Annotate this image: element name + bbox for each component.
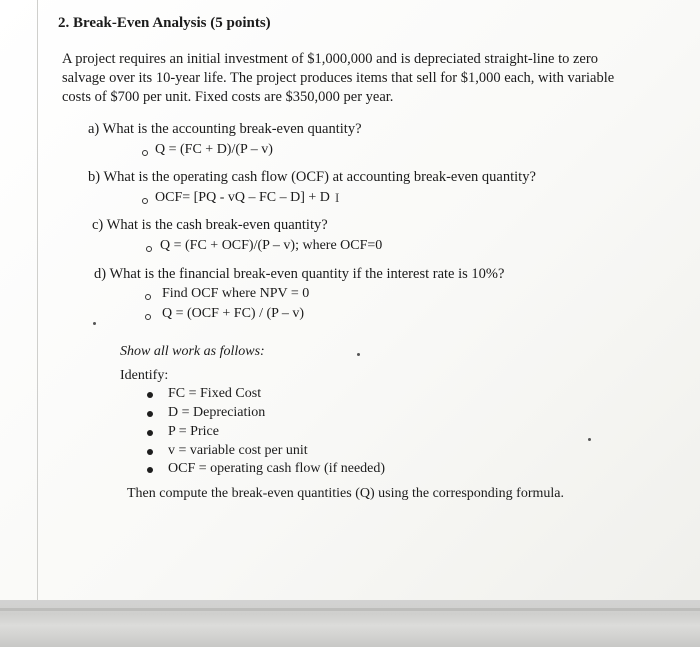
formula-b: OCF= [PQ - vQ – FC – D] + D <box>155 190 330 205</box>
identify-item: v = variable cost per unit <box>168 443 308 458</box>
show-work-label: Show all work as follows: <box>120 344 265 359</box>
hollow-bullet-icon <box>142 198 148 204</box>
identify-label: Identify: <box>120 368 169 383</box>
hollow-bullet-icon <box>142 150 148 156</box>
solid-bullet-icon <box>147 411 153 417</box>
question-d: d) What is the financial break-even quantity if the interest rate is 10%? <box>94 266 505 282</box>
intro-line: A project requires an initial investment of $1,000,000 and is depreciated straight-line to zero <box>62 51 598 67</box>
formula-d-1: Find OCF where NPV = 0 <box>162 286 310 301</box>
identify-item: OCF = operating cash flow (if needed) <box>168 461 386 476</box>
speck-mark <box>93 322 96 325</box>
question-a: a) What is the accounting break-even quantity? <box>88 121 362 137</box>
question-c: c) What is the cash break-even quantity? <box>92 217 328 233</box>
solid-bullet-icon <box>147 467 153 473</box>
formula-c: Q = (FC + OCF)/(P – v); where OCF=0 <box>160 238 383 253</box>
formula-d-2: Q = (OCF + FC) / (P – v) <box>162 306 305 321</box>
problem-intro <box>62 50 614 107</box>
solid-bullet-icon <box>147 430 153 436</box>
page-border-line <box>37 0 38 600</box>
intro-line: salvage over its 10-year life. The project produces items that sell for $1,000 each, with variable <box>62 70 615 86</box>
closing-instruction: Then compute the break-even quantities (Q) using the corresponding formula. <box>127 486 564 501</box>
identify-item: FC = Fixed Cost <box>168 386 262 401</box>
hollow-bullet-icon <box>145 294 151 300</box>
speck-mark <box>588 438 591 441</box>
question-b: b) What is the operating cash flow (OCF) at accounting break-even quantity? <box>88 169 536 185</box>
hollow-bullet-icon <box>145 314 151 320</box>
formula-a: Q = (FC + D)/(P – v) <box>155 142 273 157</box>
identify-item: D = Depreciation <box>168 405 266 420</box>
hollow-bullet-icon <box>146 246 152 252</box>
intro-line: costs of $700 per unit. Fixed costs are $350,000 per year. <box>62 89 394 105</box>
solid-bullet-icon <box>147 392 153 398</box>
speck-mark <box>357 353 360 356</box>
text-cursor-icon: I <box>335 190 340 205</box>
solid-bullet-icon <box>147 449 153 455</box>
page-bottom-shadow <box>0 608 700 611</box>
problem-heading: 2. Break-Even Analysis (5 points) <box>58 15 271 31</box>
identify-item: P = Price <box>168 424 219 439</box>
